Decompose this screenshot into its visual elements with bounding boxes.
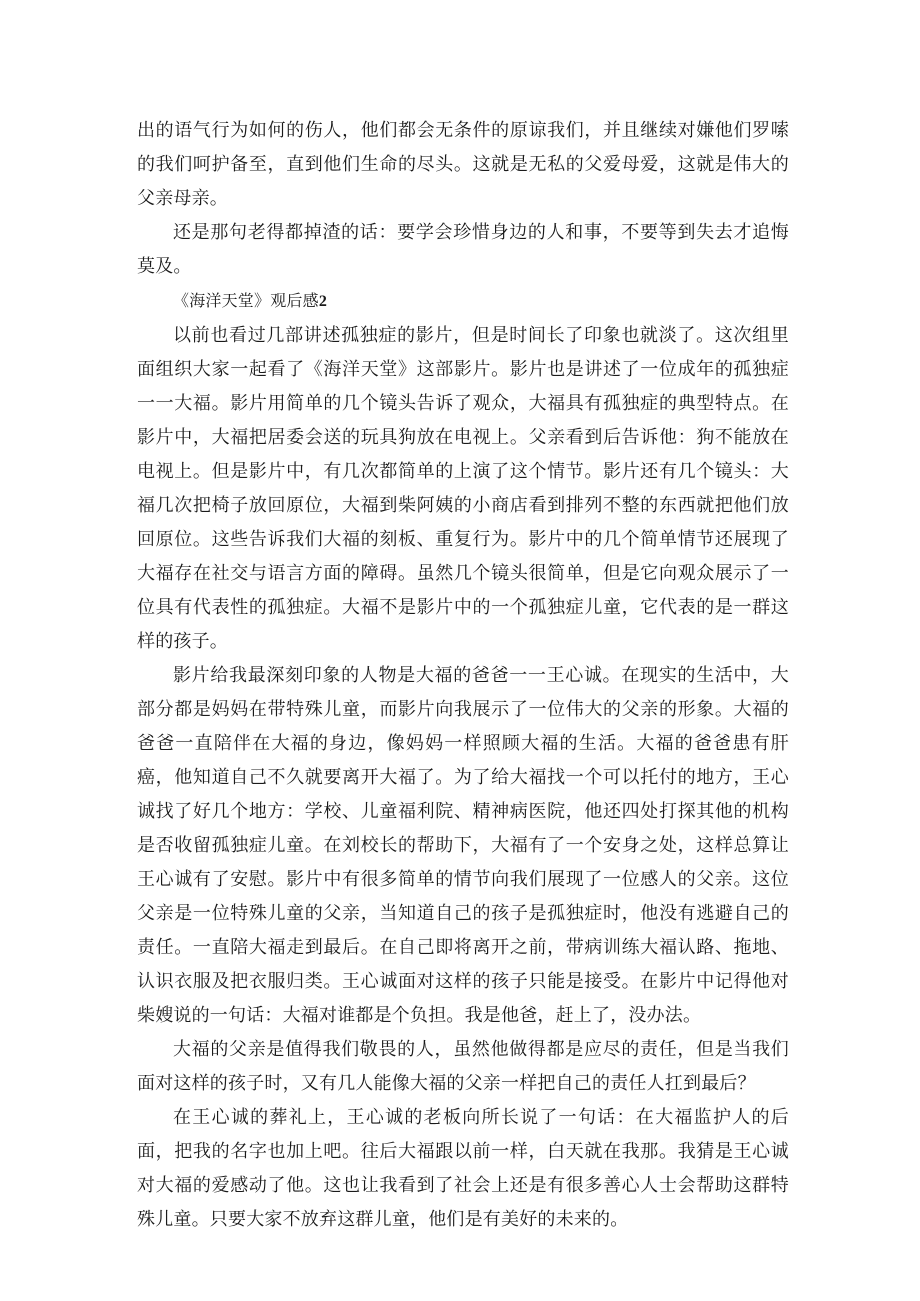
- paragraph-continued: 出的语气行为如何的伤人，他们都会无条件的原谅我们，并且继续对嫌他们罗嗦的我们呵护备至，直到他们生命的尽头。这就是无私的父爱母爱，这就是伟大的父亲母亲。: [137, 120, 789, 209]
- paragraph: 大福的父亲是值得我们敬畏的人，虽然他做得都是应尽的责任，但是当我们面对这样的孩子时，又有几人能像大福的父亲一样把自己的责任人扛到最后？: [137, 1039, 789, 1094]
- section-heading: [137, 284, 789, 319]
- paragraph-closing: 还是那句老得都掉渣的话：要学会珍惜身边的人和事，不要等到失去才追悔莫及。: [137, 222, 789, 277]
- section-heading-title: 《海洋天堂》观后感: [173, 291, 319, 310]
- paragraph: 影片给我最深刻印象的人物是大福的爸爸一一王心诚。在现实的生活中，大部分都是妈妈在带特殊儿童，而影片向我展示了一位伟大的父亲的形象。大福的爸爸一直陪伴在大福的身边，像妈妈一样照顾大福的生活。大福的爸爸患有肝癌，他知道自己不久就要离开大福了。为了给大福找一个可以托付的地方，王心诚找了好几个地方：学校、儿童福利院、精神病医院，他还四处打探其他的机构是否收留孤独症儿童。在刘校长的帮助下，大福有了一个安身之处，这样总算让王心诚有了安慰。影片中有很多简单的情节向我们展现了一位感人的父亲。这位父亲是一位特殊儿童的父亲，当知道自己的孩子是孤独症时，他没有逃避自己的责任。一直陪大福走到最后。在自己即将离开之前，带病训练大福认路、拖地、认识衣服及把衣服归类。王心诚面对这样的孩子只能是接受。在影片中记得他对柴嫂说的一句话：大福对谁都是个负担。我是他爸，赶上了，没办法。: [137, 665, 789, 1026]
- document-body: [137, 114, 789, 1237]
- section-heading-number: 2: [318, 293, 328, 310]
- paragraph: 在王心诚的葬礼上，王心诚的老板向所长说了一句话：在大福监护人的后面，把我的名字也加上吧。往后大福跟以前一样，白天就在我那。我猜是王心诚对大福的爱感动了他。这也让我看到了社会上还是有很多善心人士会帮助这群特殊儿童。只要大家不放弃这群儿童，他们是有美好的未来的。: [137, 1107, 789, 1230]
- paragraph: 以前也看过几部讲述孤独症的影片，但是时间长了印象也就淡了。这次组里面组织大家一起看了《海洋天堂》这部影片。影片也是讲述了一位成年的孤独症一一大福。影片用简单的几个镜头告诉了观众，大福具有孤独症的典型特点。在影片中，大福把居委会送的玩具狗放在电视上。父亲看到后告诉他：狗不能放在电视上。但是影片中，有几次都简单的上演了这个情节。影片还有几个镜头：大福几次把椅子放回原位，大福到柴阿姨的小商店看到排列不整的东西就把他们放回原位。这些告诉我们大福的刻板、重复行为。影片中的几个简单情节还展现了大福存在社交与语言方面的障碍。虽然几个镜头很简单，但是它向观众展示了一位具有代表性的孤独症。大福不是影片中的一个孤独症儿童，它代表的是一群这样的孩子。: [137, 325, 789, 652]
